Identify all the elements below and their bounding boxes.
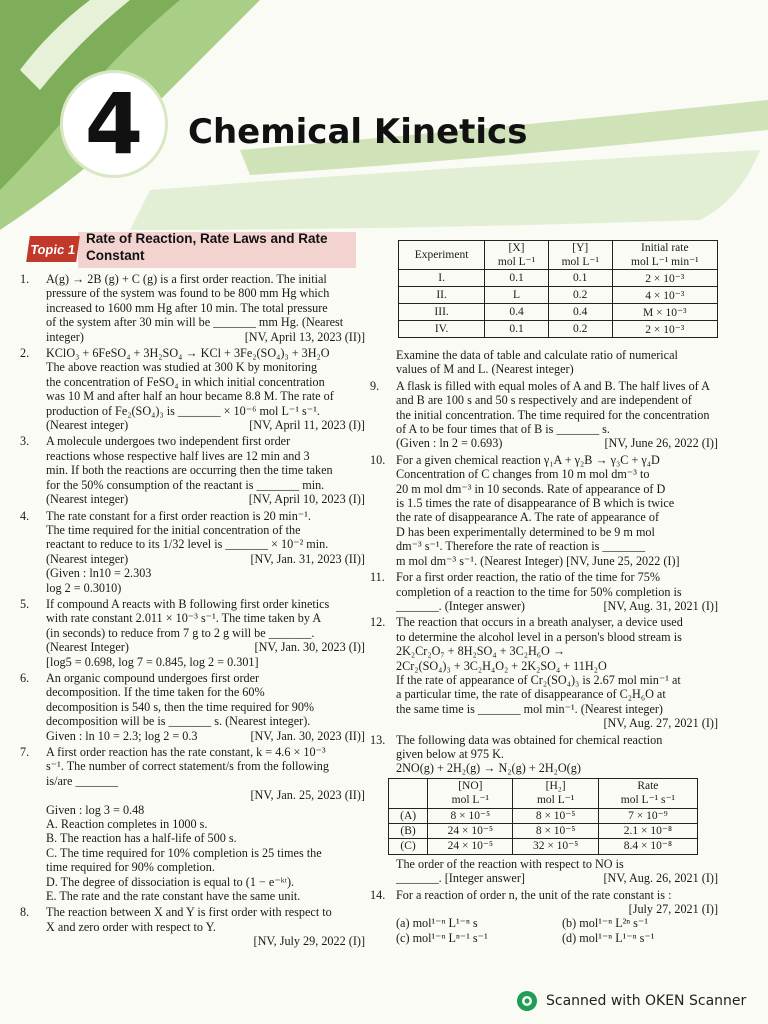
table-row [399, 321, 718, 338]
question-extra-line: log 2 = 0.3010) [46, 580, 122, 595]
question-number: 8. [20, 905, 30, 920]
question-line: reactions whose respective half lives are 12 min and 3 [46, 448, 310, 463]
question-number: 7. [20, 745, 30, 759]
question-line: decomposition. If the time taken for the 60% [46, 685, 265, 700]
question-line: For a first order reaction, the ratio of the time for 75% [396, 570, 660, 585]
question-line: A molecule undergoes two independent first order [46, 434, 291, 449]
table-header: [NO] mol L⁻¹ [428, 778, 513, 808]
question-body [46, 434, 365, 506]
table-cell: II. [399, 287, 485, 304]
question-line: The rate constant for a first order reaction is 20 min⁻¹. [46, 508, 311, 523]
question-number: 14. [370, 887, 386, 902]
question-extra-line: (Given : ln10 = 2.303 [46, 566, 152, 581]
reference-row [46, 788, 365, 802]
table-cell: 32 × 10⁻⁵ [513, 839, 598, 854]
question-line: A flask is filled with equal moles of A and B. The half lives of A [396, 378, 710, 393]
table-cell: (B) [389, 824, 428, 839]
scanner-watermark [516, 990, 746, 1012]
question-note: (Nearest integer) [46, 492, 129, 507]
question-item [20, 272, 365, 344]
question-line: If the rate of appearance of Cr₂(SO₄)₃ is 2.67 mol min⁻¹ at [396, 672, 681, 687]
table-header: Initial rate mol L⁻¹ min⁻¹ [612, 241, 717, 270]
question-line: A(g) → 2B (g) + C (g) is a first order reaction. The initial [46, 272, 327, 286]
topic-title: Rate of Reaction, Rate Laws and Rate Constant [86, 231, 328, 263]
question-line: decomposition will be is _______ s. (Nearest integer). [46, 714, 311, 729]
question-line: the same time is _______ mol min⁻¹. (Nearest integer) [396, 701, 663, 716]
question-line: given below at 975 K. [396, 746, 504, 761]
question-item [20, 434, 365, 506]
question-line: KClO₃ + 6FeSO₄ + 3H₂SO₄ → KCl + 3Fe₂(SO₄)₃ + 3H₂O [46, 346, 330, 361]
question-line: 20 m mol dm⁻³ in 10 seconds. Rate of appearance of D [396, 481, 666, 496]
question-line: If compound A reacts with B following first order kinetics [46, 596, 330, 611]
question-number: 13. [370, 732, 386, 747]
question-number: 4. [20, 508, 30, 523]
table-cell: 0.4 [548, 304, 612, 321]
question-line: decomposition is 540 s, then the time required for 90% [46, 699, 315, 714]
question-body [396, 570, 718, 613]
table-cell: 24 × 10⁻⁵ [428, 824, 513, 839]
topic-badge: Topic 1 [26, 236, 80, 262]
question-line: is/are _______ [46, 773, 119, 788]
question-number: 12. [370, 615, 386, 630]
question-body [46, 272, 365, 344]
question-note: integer) [46, 329, 84, 344]
question-line: For a reaction of order n, the unit of the rate constant is : [396, 887, 672, 902]
table-header: [X] mol L⁻¹ [485, 241, 549, 270]
question-line: a particular time, the rate of disappearance of C₂H₆O at [396, 687, 666, 702]
table-header [389, 778, 428, 808]
table-cell: 0.1 [485, 321, 549, 338]
exam-reference: [NV, Aug. 27, 2021 (I)] [603, 716, 718, 731]
question-number: 10. [370, 452, 386, 467]
table-cell: 0.2 [548, 321, 612, 338]
exam-reference: [NV, Aug. 31, 2021 (I)] [603, 598, 718, 613]
reference-row [46, 492, 365, 506]
question-item [370, 379, 718, 451]
reference-row [46, 552, 365, 566]
question-line: production of Fe₂(SO₄)₃ is _______ × 10⁻⁶ mol L⁻¹ s⁻¹. [46, 403, 320, 418]
question-item [20, 597, 365, 669]
question-body [396, 733, 718, 776]
table-cell: 2 × 10⁻³ [612, 321, 717, 338]
question-line: s⁻¹. The number of correct statement/s from the following [46, 759, 329, 774]
question-14 [370, 888, 718, 946]
table-cell: 8 × 10⁻⁵ [428, 808, 513, 823]
question-extra-line: A. Reaction completes in 1000 s. [46, 817, 208, 832]
table-row [399, 304, 718, 321]
exam-reference: [NV, Aug. 26, 2021 (I)] [603, 871, 718, 886]
table-cell: I. [399, 270, 485, 287]
question-line: the initial concentration. The time required for the concentration [396, 407, 710, 422]
question-line: of the system after 30 min will be _______ mm Hg. (Nearest [46, 315, 344, 330]
exam-reference: [NV, Jan. 31, 2023 (II)] [250, 551, 365, 566]
exam-reference: [NV, Jan. 30, 2023 (II)] [250, 728, 365, 743]
exam-reference: [NV, April 11, 2023 (I)] [249, 418, 365, 433]
question-line: The following data was obtained for chemical reaction [396, 732, 663, 747]
question-line: 2NO(g) + 2H₂(g) → N₂(g) + 2H₂O(g) [396, 761, 581, 776]
table-cell: 7 × 10⁻⁹ [598, 808, 697, 823]
question-extra-line: D. The degree of dissociation is equal to (1 − e⁻ᵏᵗ). [46, 874, 295, 889]
answer-options [396, 916, 718, 945]
question-line: and B are 100 s and 50 s respectively and are independent of [396, 393, 692, 408]
question-item [20, 745, 365, 903]
question-extra-line: E. The rate and the rate constant have the same unit. [46, 889, 301, 904]
reference-row [46, 330, 365, 344]
table-cell: 8.4 × 10⁻⁸ [598, 839, 697, 854]
reference-row [46, 640, 365, 654]
question-note: _______. (Integer answer) [396, 598, 525, 613]
question-line: 2Cr₂(SO₄)₃ + 3C₂H₄O₂ + 2K₂SO₄ + 11H₂O [396, 658, 607, 673]
question-line: for the 50% consumption of the reactant is _______ min. [46, 477, 325, 492]
table-cell: 0.1 [548, 270, 612, 287]
question-body [46, 905, 365, 948]
question-body [46, 509, 365, 595]
table-row [389, 808, 698, 823]
table-row [389, 839, 698, 854]
table-cell: 24 × 10⁻⁵ [428, 839, 513, 854]
table-cell: M × 10⁻³ [612, 304, 717, 321]
left-column [20, 272, 365, 951]
question-number: 6. [20, 670, 30, 685]
question-line: reactant to reduce to its 1/32 level is _______ × 10⁻² min. [46, 537, 329, 552]
question-body [46, 745, 365, 903]
question-line: A first order reaction has the rate constant, k = 4.6 × 10⁻³ [46, 745, 326, 759]
question-extra-line: Given : log 3 = 0.48 [46, 802, 145, 817]
table-cell: 2 × 10⁻³ [612, 270, 717, 287]
question-number [370, 348, 396, 377]
question-line: (in seconds) to reduce from 7 g to 2 g will be _______. [46, 625, 315, 640]
question-line: For a given chemical reaction γ₁A + γ₂B → γ₃C + γ₄D [396, 452, 660, 467]
table-header-row [389, 778, 698, 808]
reference-row [396, 599, 718, 613]
question-line: m mol dm⁻³ s⁻¹. (Nearest Integer) [NV, June 25, 2022 (I)] [396, 553, 680, 568]
question-body [396, 453, 718, 568]
question-line: increased to 1600 mm Hg after 10 min. The total pressure [46, 300, 328, 315]
table-header-row [399, 241, 718, 270]
question-line: X and zero order with respect to Y. [46, 919, 216, 934]
exam-reference: [NV, April 13, 2023 (II)] [244, 329, 365, 344]
question-extra-line: time required for 90% completion. [46, 860, 215, 875]
table-cell: 8 × 10⁻⁵ [513, 808, 598, 823]
question-note: (Nearest integer) [46, 551, 129, 566]
question-note: _______. [Integer answer] [396, 871, 525, 886]
question-line: the rate of disappearance A. The rate of appearance of [396, 510, 660, 525]
reference-row [396, 716, 718, 730]
option-a[interactable]: (a) mol¹⁻ⁿ L¹⁻ⁿ s [396, 916, 478, 931]
question-line: 2K₂Cr₂O₇ + 8H₂SO₄ + 3C₂H₆O → [396, 644, 566, 659]
exam-reference: [NV, April 10, 2023 (I)] [248, 492, 365, 507]
table-header: Experiment [399, 241, 485, 270]
table-cell: 4 × 10⁻³ [612, 287, 717, 304]
question-number: 1. [20, 272, 30, 286]
reference-row [396, 436, 718, 450]
reference-row [46, 934, 365, 948]
reference-row [46, 729, 365, 743]
chapter-number: 4 [60, 70, 168, 178]
question-note: (Given : ln 2 = 0.693) [396, 436, 503, 451]
question-item [20, 509, 365, 595]
question-line: Examine the data of table and calculate ratio of numerical [396, 348, 678, 362]
table-cell: (A) [389, 808, 428, 823]
question-line: The above reaction was studied at 300 K by monitoring [46, 360, 318, 375]
table-cell: 0.4 [485, 304, 549, 321]
question-item [370, 570, 718, 613]
question-item [20, 346, 365, 432]
chapter-title: Chemical Kinetics [188, 112, 528, 152]
question-line: dm⁻³ s⁻¹. Therefore the rate of reaction is _______ [396, 539, 646, 554]
question-number: 2. [20, 346, 30, 361]
question-body [46, 597, 365, 669]
question-line: is 1.5 times the rate of disappearance of B which is twice [396, 496, 675, 511]
question-line: completion of a reaction to the time for 50% completion is [396, 584, 682, 599]
question-line: of A to be four times that of B is _______ s. [396, 422, 610, 437]
table-cell: 0.1 [485, 270, 549, 287]
question-extra-line: [log5 = 0.698, log 7 = 0.845, log 2 = 0.301] [46, 654, 259, 669]
exam-reference: [July 27, 2021 (I)] [628, 902, 718, 917]
right-column [370, 348, 718, 947]
table-cell: L [485, 287, 549, 304]
table-header: Rate mol L⁻¹ s⁻¹ [598, 778, 697, 808]
question-body [396, 615, 718, 730]
question-line: was 10 M and after half an hour became 8.8 M. The rate of [46, 389, 334, 404]
table-cell: 2.1 × 10⁻⁸ [598, 824, 697, 839]
question-line: the concentration of FeSO₄ in which initial concentration [46, 374, 325, 389]
rate-data-table [388, 778, 698, 855]
exam-reference: [NV, July 29, 2022 (I)] [253, 934, 365, 949]
exam-reference: [NV, June 26, 2022 (I)] [604, 436, 718, 451]
scanner-label: Scanned with OKEN Scanner [546, 993, 747, 1009]
question-13-tail [370, 857, 718, 886]
table-cell: 8 × 10⁻⁵ [513, 824, 598, 839]
table-cell: IV. [399, 321, 485, 338]
table-cell: 0.2 [548, 287, 612, 304]
question-line: D has been experimentally determined to be 9 m mol [396, 524, 655, 539]
option-d[interactable]: (d) mol¹⁻ⁿ L¹⁻ⁿ s⁻¹ [562, 930, 655, 945]
exam-reference: [NV, Jan. 25, 2023 (II)] [250, 788, 365, 803]
question-line: pressure of the system was found to be 800 mm Hg which [46, 286, 330, 301]
experiment-table [398, 240, 718, 338]
question-line: The time required for the initial concentration of the [46, 522, 301, 537]
table-header: [Y] mol L⁻¹ [548, 241, 612, 270]
option-c[interactable]: (c) mol¹⁻ⁿ Lⁿ⁻¹ s⁻¹ [396, 930, 488, 945]
question-body [396, 348, 718, 377]
question-number: 5. [20, 596, 30, 611]
question-item [370, 615, 718, 730]
question-line: to determine the alcohol level in a person's blood stream is [396, 629, 682, 644]
question-line: The reaction between X and Y is first order with respect to [46, 905, 332, 920]
option-b[interactable]: (b) mol¹⁻ⁿ L²ⁿ s⁻¹ [562, 916, 649, 931]
question-note: (Nearest integer) [46, 418, 129, 433]
question-item [370, 453, 718, 568]
question-number: 9. [370, 378, 380, 393]
question-line: with rate constant 2.011 × 10⁻³ s⁻¹. The time taken by A [46, 611, 322, 626]
question-note: (Nearest Integer) [46, 640, 129, 655]
question-extra-line: C. The time required for 10% completion is 25 times the [46, 845, 322, 860]
table-cell: III. [399, 304, 485, 321]
question-body [46, 346, 365, 432]
question-item [20, 671, 365, 743]
exam-reference: [NV, Jan. 30, 2023 (I)] [254, 640, 365, 655]
table-cell: (C) [389, 839, 428, 854]
reference-row [46, 418, 365, 432]
question-item [370, 733, 718, 776]
question-line: Concentration of C changes from 10 m mol dm⁻³ to [396, 467, 650, 482]
table-row [389, 824, 698, 839]
question-body [396, 379, 718, 451]
question-number: 3. [20, 434, 30, 449]
scanner-logo-icon [516, 990, 538, 1012]
table-header: [H₂] mol L⁻¹ [513, 778, 598, 808]
question-item [20, 905, 365, 948]
question-note: Given : ln 10 = 2.3; log 2 = 0.3 [46, 728, 198, 743]
question-line: min. If both the reactions are occurring then the time taken [46, 463, 333, 478]
table-row [399, 270, 718, 287]
question-item [370, 348, 718, 377]
question-line: The reaction that occurs in a breath analyser, a device used [396, 615, 683, 630]
question-extra-line: B. The reaction has a half-life of 500 s. [46, 831, 237, 846]
table-row [399, 287, 718, 304]
question-line: An organic compound undergoes first order [46, 670, 260, 685]
question-line: values of M and L. (Nearest integer) [396, 362, 574, 377]
question-body [46, 671, 365, 743]
question-line: The order of the reaction with respect to NO is [396, 856, 624, 871]
question-number: 11. [370, 570, 385, 585]
